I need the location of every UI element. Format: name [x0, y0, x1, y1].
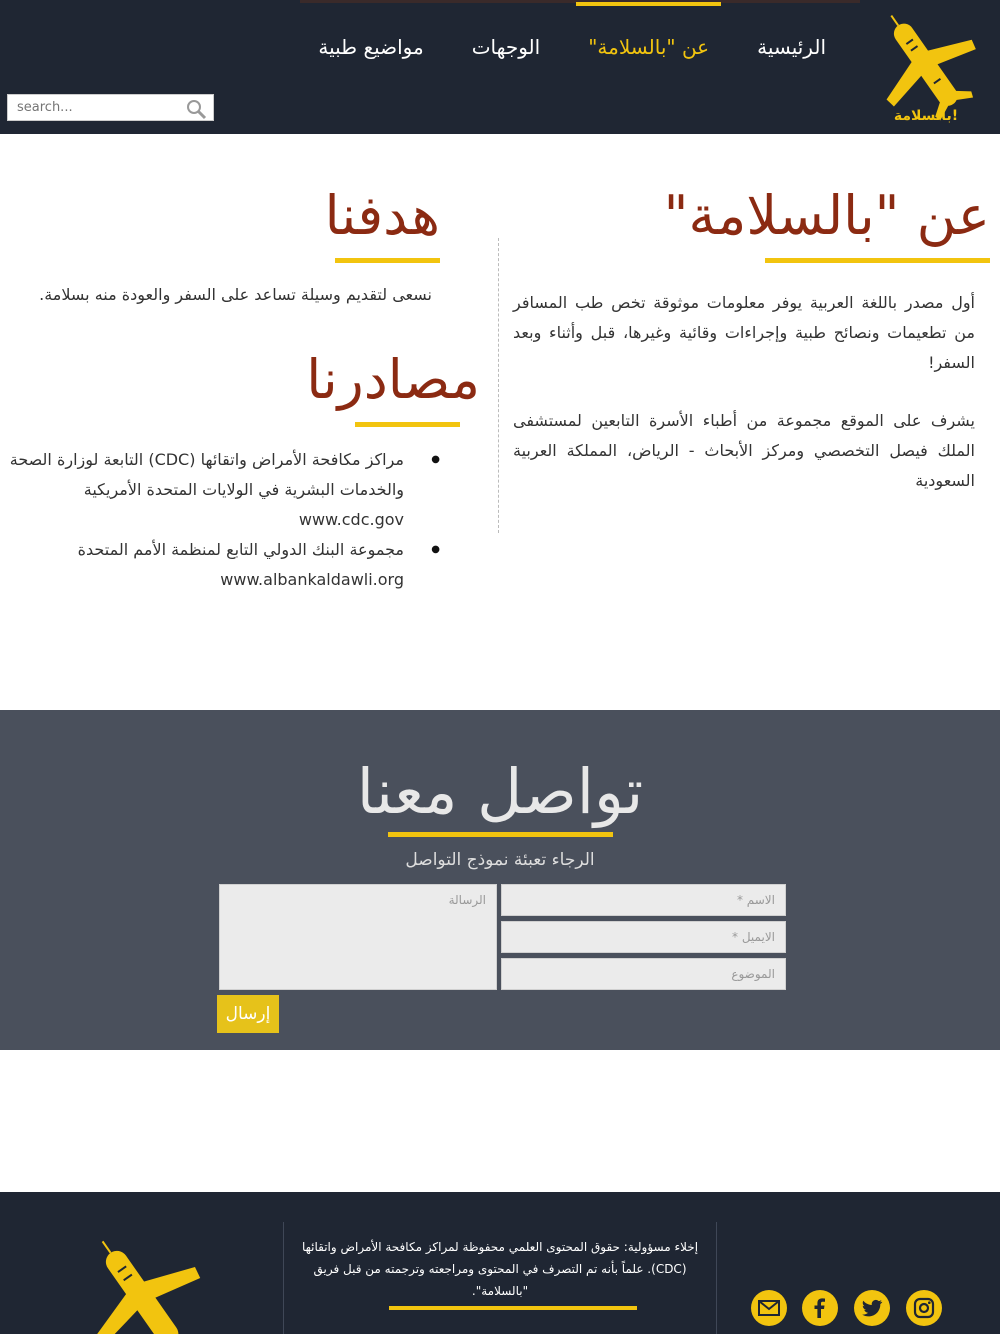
email-field[interactable]: الايميل *: [501, 921, 786, 953]
goal-text: نسعى لتقديم وسيلة تساعد على السفر والعودة منه بسلامة.: [39, 285, 432, 304]
nav-item-about[interactable]: عن "بالسلامة": [564, 30, 733, 64]
source-text: مجموعة البنك الدولي التابع لمنظمة الأمم المتحدة: [77, 540, 404, 559]
search-icon[interactable]: [185, 98, 207, 120]
twitter-icon[interactable]: [854, 1290, 890, 1326]
list-item: [0, 445, 440, 535]
about-paragraph-2: يشرف على الموقع مجموعة من أطباء الأسرة التابعين لمستشفى الملك فيصل التخصصي ومركز الأبحاث - الرياض، المملكة العربية السعودية: [513, 411, 975, 490]
goal-title-underline: [335, 258, 440, 263]
contact-subtitle: الرجاء تعبئة نموذج التواصل: [405, 850, 595, 870]
sources-section: [10, 344, 480, 595]
disclaimer-text: إخلاء مسؤولية: حقوق المحتوى العلمي محفوظة لمراكز مكافحة الأمراض واتقائها (CDC). علماً بأنه تم التصرف في المحتوى ومراجعته وترجمته من قبل فريق "بالسلامة".: [301, 1240, 699, 1298]
source-link[interactable]: www.cdc.gov: [298, 510, 404, 529]
contact-title: تواصل معنا: [356, 755, 644, 828]
footer-divider: [716, 1222, 717, 1334]
subject-field[interactable]: الموضوع: [501, 958, 786, 990]
about-paragraph-1: أول مصدر باللغة العربية يوفر معلومات موثوقة تخص طب المسافر من تطعيمات ونصائح طبية وإجراءات وقائية وغيرها، قبل وأثناء وبعد السفر!: [513, 293, 975, 372]
goal-section: [10, 180, 470, 307]
contact-section: [0, 710, 1000, 1050]
source-link[interactable]: www.albankaldawli.org: [220, 570, 404, 589]
message-field[interactable]: الرسالة: [219, 884, 497, 990]
source-text: مراكز مكافحة الأمراض واتقائها (CDC) التابعة لوزارة الصحة والخدمات البشرية في الولايات المتحدة الأمريكية: [9, 450, 404, 499]
nav-item-medical-topics[interactable]: مواضيع طبية: [318, 35, 424, 59]
name-field[interactable]: الاسم *: [501, 884, 786, 916]
email-icon[interactable]: [751, 1290, 787, 1326]
list-item: [0, 535, 440, 595]
about-section: [510, 180, 990, 496]
nav-item-destinations[interactable]: الوجهات: [471, 35, 541, 59]
site-footer: [0, 1192, 1000, 1334]
column-divider: [498, 238, 499, 533]
footer-divider: [283, 1222, 284, 1334]
footer-underline: [389, 1306, 637, 1310]
sources-title: مصادرنا: [306, 348, 480, 411]
nav-item-home[interactable]: الرئيسية: [757, 35, 826, 59]
site-header: [0, 0, 1000, 134]
about-title: عن "بالسلامة": [663, 184, 990, 247]
send-button[interactable]: إرسال: [217, 995, 279, 1033]
search-box: [7, 94, 214, 121]
sources-list: [0, 445, 440, 595]
facebook-icon[interactable]: [802, 1290, 838, 1326]
search-input[interactable]: [8, 95, 178, 120]
goal-title: هدفنا: [324, 184, 440, 247]
logo-text: بالسلامة!: [893, 108, 959, 124]
logo-airplane-icon[interactable]: [868, 8, 988, 130]
contact-title-underline: [388, 832, 613, 837]
footer-airplane-icon: [70, 1232, 220, 1334]
main-nav: [294, 30, 850, 64]
instagram-icon[interactable]: [906, 1290, 942, 1326]
sources-title-underline: [355, 422, 460, 427]
about-title-underline: [765, 258, 990, 263]
